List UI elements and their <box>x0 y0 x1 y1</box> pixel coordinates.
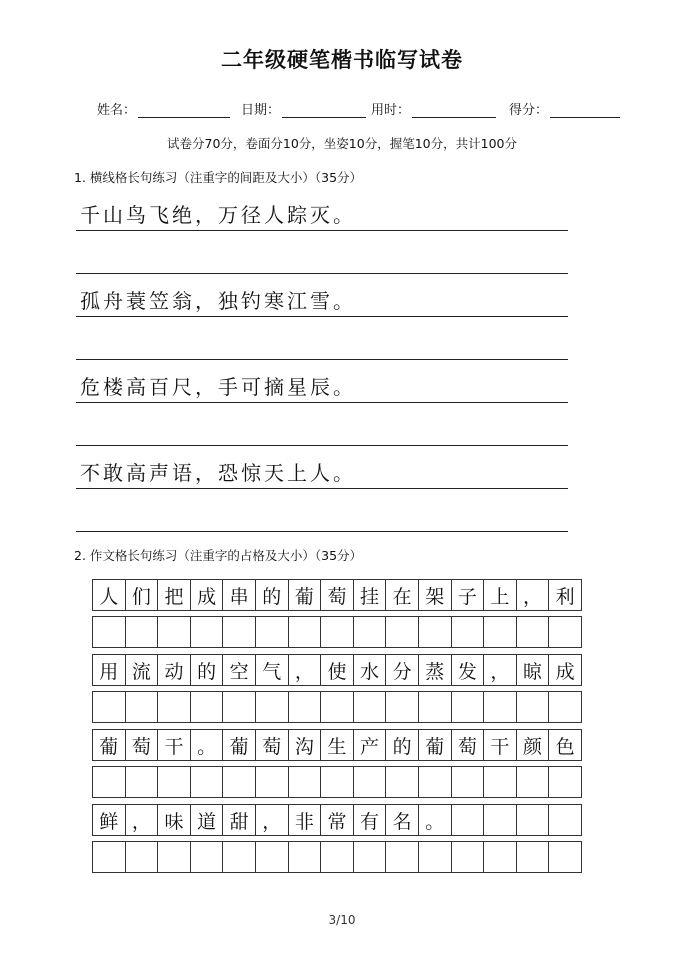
writing-line[interactable] <box>76 201 568 231</box>
grid-cell[interactable]: 。 <box>419 804 452 836</box>
grid-cell[interactable] <box>191 691 224 723</box>
grid-cell[interactable]: 流 <box>126 654 159 686</box>
grid-cell[interactable] <box>484 841 517 873</box>
section2-heading: 2. 作文格长句练习（注重字的占格及大小）（35分） <box>74 548 363 563</box>
grid-cell[interactable]: 分 <box>386 654 419 686</box>
grid-cell[interactable]: 的 <box>386 729 419 761</box>
grid-cell[interactable] <box>517 766 550 798</box>
writing-line-rule <box>76 359 568 360</box>
grid-row <box>92 579 582 611</box>
grid-cell[interactable] <box>386 616 419 648</box>
writing-line-rule <box>76 316 568 317</box>
grid-cell[interactable] <box>93 766 126 798</box>
grid-cell[interactable]: 名 <box>386 804 419 836</box>
grid-cell[interactable]: 沟 <box>289 729 322 761</box>
grid-cell[interactable] <box>484 804 517 836</box>
grid-cell[interactable] <box>223 766 256 798</box>
grid-cell[interactable]: 成 <box>549 654 582 686</box>
grid-cell[interactable] <box>126 691 159 723</box>
writing-line-rule <box>76 488 568 489</box>
grid-cell[interactable]: 鲜 <box>93 804 126 836</box>
grid-cell[interactable] <box>158 766 191 798</box>
page-number: 3/10 <box>328 913 356 927</box>
info-name-blank[interactable] <box>138 103 230 118</box>
grid-cell[interactable]: 使 <box>321 654 354 686</box>
grid-cell[interactable] <box>321 691 354 723</box>
info-name-label: 姓名： <box>97 103 137 118</box>
grid-cell[interactable] <box>517 616 550 648</box>
info-score <box>509 99 620 118</box>
grid-cell[interactable]: 们 <box>126 579 159 611</box>
grid-cell[interactable]: 味 <box>158 804 191 836</box>
grid-cell[interactable] <box>93 691 126 723</box>
grid-cell[interactable] <box>484 616 517 648</box>
grid-cell[interactable] <box>93 616 126 648</box>
writing-line[interactable] <box>76 502 568 532</box>
grid-row <box>92 729 582 761</box>
grid-cell[interactable] <box>256 841 289 873</box>
grid-cell[interactable] <box>126 616 159 648</box>
grid-cell[interactable] <box>452 804 485 836</box>
grid-cell[interactable] <box>289 691 322 723</box>
grid-cell[interactable] <box>223 841 256 873</box>
info-time-label: 用时： <box>371 103 411 118</box>
grid-row <box>92 654 582 686</box>
writing-line-text: 千山鸟飞绝，万径人踪灭。 <box>80 203 356 227</box>
grid-row <box>92 691 582 723</box>
grid-cell[interactable]: 色 <box>549 729 582 761</box>
grid-cell[interactable] <box>549 804 582 836</box>
grid-cell[interactable] <box>452 616 485 648</box>
grid-cell[interactable] <box>256 616 289 648</box>
grid-cell[interactable] <box>452 766 485 798</box>
grid-cell[interactable] <box>223 616 256 648</box>
grid-cell[interactable] <box>549 766 582 798</box>
grid-cell[interactable]: 子 <box>452 579 485 611</box>
grid-cell[interactable]: 生 <box>321 729 354 761</box>
grid-cell[interactable]: ， <box>517 579 550 611</box>
writing-line-rule <box>76 402 568 403</box>
grid-cell[interactable]: 成 <box>191 579 224 611</box>
grid-cell[interactable] <box>517 691 550 723</box>
grid-cell[interactable]: 利 <box>549 579 582 611</box>
grid-cell[interactable]: 的 <box>256 579 289 611</box>
writing-line[interactable] <box>76 373 568 403</box>
grid-cell[interactable]: 空 <box>223 654 256 686</box>
grid-cell[interactable] <box>256 766 289 798</box>
grid-cell[interactable]: 的 <box>191 654 224 686</box>
grid-cell[interactable]: ， <box>484 654 517 686</box>
grid-cell[interactable] <box>289 766 322 798</box>
info-time-blank[interactable] <box>412 103 496 118</box>
info-date-blank[interactable] <box>282 103 366 118</box>
writing-line-text: 不敢高声语，恐惊天上人。 <box>80 461 356 485</box>
writing-line-rule <box>76 445 568 446</box>
grid-cell[interactable]: 萄 <box>321 579 354 611</box>
grid-cell[interactable]: 萄 <box>256 729 289 761</box>
writing-line-text: 危楼高百尺，手可摘星辰。 <box>80 375 356 399</box>
grid-cell[interactable] <box>484 766 517 798</box>
grid-cell[interactable] <box>321 616 354 648</box>
grid-cell[interactable] <box>289 616 322 648</box>
grid-cell[interactable]: 非 <box>289 804 322 836</box>
grid-cell[interactable] <box>256 691 289 723</box>
writing-line-text: 孤舟蓑笠翁，独钓寒江雪。 <box>80 289 356 313</box>
info-date <box>241 99 366 118</box>
grid-cell[interactable]: 在 <box>386 579 419 611</box>
grid-cell[interactable]: 甜 <box>223 804 256 836</box>
grid-cell[interactable]: 水 <box>354 654 387 686</box>
writing-line-rule <box>76 230 568 231</box>
grid-cell[interactable] <box>158 691 191 723</box>
grid-cell[interactable] <box>419 691 452 723</box>
grid-cell[interactable]: 人 <box>93 579 126 611</box>
grid-cell[interactable]: 把 <box>158 579 191 611</box>
grid-cell[interactable] <box>191 616 224 648</box>
grid-cell[interactable] <box>93 841 126 873</box>
grid-cell[interactable]: 产 <box>354 729 387 761</box>
grid-cell[interactable]: 葡 <box>419 729 452 761</box>
writing-line[interactable] <box>76 287 568 317</box>
grid-cell[interactable] <box>191 841 224 873</box>
grid-cell[interactable] <box>386 841 419 873</box>
grid-cell[interactable]: ， <box>289 654 322 686</box>
grid-cell[interactable]: 颜 <box>517 729 550 761</box>
grid-cell[interactable] <box>484 691 517 723</box>
info-time <box>371 99 496 118</box>
grid-cell[interactable] <box>354 616 387 648</box>
grid-cell[interactable]: 串 <box>223 579 256 611</box>
info-score-label: 得分： <box>509 103 549 118</box>
grid-cell[interactable] <box>549 616 582 648</box>
section1-heading: 1. 横线格长句练习（注重字的间距及大小）（35分） <box>74 170 363 185</box>
grid-cell[interactable] <box>549 841 582 873</box>
writing-line-rule <box>76 273 568 274</box>
grid-cell[interactable] <box>452 691 485 723</box>
writing-line[interactable] <box>76 244 568 274</box>
grid-cell[interactable]: 萄 <box>126 729 159 761</box>
writing-line[interactable] <box>76 416 568 446</box>
grid-cell[interactable]: 葡 <box>223 729 256 761</box>
grid-cell[interactable] <box>354 691 387 723</box>
grid-cell[interactable]: 用 <box>93 654 126 686</box>
grid-cell[interactable]: 有 <box>354 804 387 836</box>
grid-cell[interactable] <box>158 616 191 648</box>
grid-cell[interactable] <box>223 691 256 723</box>
page-title: 二年级硬笔楷书临写试卷 <box>221 48 463 72</box>
grid-cell[interactable] <box>191 766 224 798</box>
grid-cell[interactable]: 道 <box>191 804 224 836</box>
grid-cell[interactable]: 萄 <box>452 729 485 761</box>
grid-cell[interactable]: 。 <box>191 729 224 761</box>
grid-cell[interactable]: 常 <box>321 804 354 836</box>
grid-cell[interactable] <box>126 841 159 873</box>
grid-cell[interactable]: 干 <box>158 729 191 761</box>
info-name <box>97 99 230 118</box>
info-score-blank[interactable] <box>550 103 620 118</box>
grid-cell[interactable] <box>289 841 322 873</box>
grid-cell[interactable]: 发 <box>452 654 485 686</box>
grid-cell[interactable] <box>419 841 452 873</box>
grid-cell[interactable] <box>386 766 419 798</box>
grid-cell[interactable] <box>419 616 452 648</box>
writing-line-rule <box>76 531 568 532</box>
grid-cell[interactable]: ， <box>256 804 289 836</box>
writing-line[interactable] <box>76 459 568 489</box>
grid-cell[interactable] <box>386 691 419 723</box>
grid-cell[interactable] <box>549 691 582 723</box>
grid-cell[interactable]: 动 <box>158 654 191 686</box>
grid-row <box>92 841 582 873</box>
grid-cell[interactable] <box>419 766 452 798</box>
grid-row <box>92 766 582 798</box>
grid-cell[interactable]: 干 <box>484 729 517 761</box>
grid-cell[interactable] <box>158 841 191 873</box>
grid-cell[interactable]: 气 <box>256 654 289 686</box>
grid-row <box>92 804 582 836</box>
grid-cell[interactable] <box>452 841 485 873</box>
grid-cell[interactable]: 上 <box>484 579 517 611</box>
grid-cell[interactable]: 架 <box>419 579 452 611</box>
grid-cell[interactable] <box>321 841 354 873</box>
grid-cell[interactable]: 蒸 <box>419 654 452 686</box>
grid-cell[interactable] <box>321 766 354 798</box>
writing-line[interactable] <box>76 330 568 360</box>
grid-cell[interactable]: 葡 <box>289 579 322 611</box>
info-date-label: 日期： <box>241 103 281 118</box>
grid-cell[interactable]: 葡 <box>93 729 126 761</box>
grid-cell[interactable] <box>354 766 387 798</box>
grid-cell[interactable]: ， <box>126 804 159 836</box>
grid-cell[interactable] <box>354 841 387 873</box>
grid-cell[interactable] <box>126 766 159 798</box>
grid-cell[interactable] <box>517 804 550 836</box>
grid-cell[interactable]: 挂 <box>354 579 387 611</box>
grid-cell[interactable] <box>517 841 550 873</box>
grid-row <box>92 616 582 648</box>
grid-cell[interactable]: 晾 <box>517 654 550 686</box>
scoring-note: 试卷分70分，卷面分10分，坐姿10分，握笔10分，共计100分 <box>167 136 517 151</box>
